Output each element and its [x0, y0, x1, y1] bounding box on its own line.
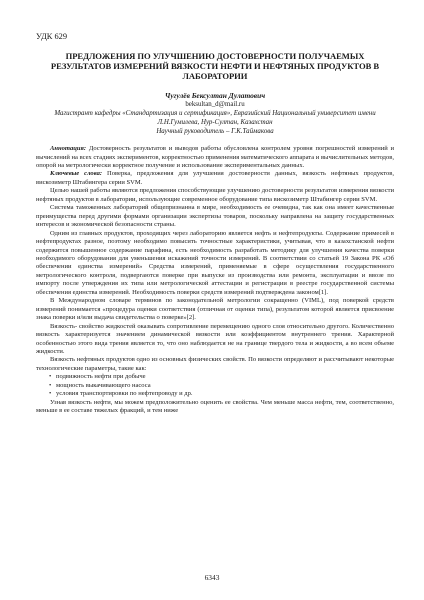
abstract-label: Аннотация:	[50, 145, 87, 153]
abstract	[36, 145, 394, 170]
author-affiliation: Магистрант кафедры «Стандартизация и сертификация», Евразийский Национальный университет имени Л.Н.Гумилева, Нур-Султан, Казахстан	[54, 109, 376, 126]
author-name: Чугулёв Бексултан Дулатович	[164, 90, 266, 100]
body-paragraph: Вязкость нефтяных продуктов одно из основных физических свойств. По вязкости определяют и рассчитывают некоторые технологические параметры, такие как:	[36, 356, 394, 372]
keywords	[36, 170, 394, 187]
parameters-list	[36, 373, 394, 398]
list-item: • мощность выкачивающего насоса	[50, 382, 394, 390]
list-item: • условия транспортировки по нефтепроводу и др.	[50, 390, 394, 398]
author-block	[36, 91, 394, 136]
keywords-label: Ключевые слова:	[50, 170, 103, 178]
body-paragraph: Узнав вязкость нефти, мы можем предположительно оценить ее свойства. Чем меньше масса нефти, тем, соответственно, меньше в ее составе тяжелых фракций, и тем ниже	[36, 398, 394, 415]
body-paragraph: Целью нашей работы являются предложения способствующие улучшению достоверности результатов измерения вязкости нефтяных продуктов в лаборатории, использующие современное оборудование типа вискозиметр Штабингер серии SVM.	[36, 187, 394, 203]
page-number: 6343	[204, 573, 220, 582]
list-item: • подвижность нефти при добыче	[50, 373, 394, 381]
body-paragraph: Вязкость- свойство жидкостей оказывать сопротивление перемещению одного слоя относительно другого. Количественно вязкость характеризуется значением динамической вязкости или коэффициентом внутреннего трения. Характерной особенностью этого вида трения является то, что оно наблюдается не на границе твердого тела и жидкости, а во всем объеме жидкости.	[36, 322, 394, 355]
scientific-supervisor: Научный руководитель – Г.К.Таймакова	[156, 127, 274, 135]
body-paragraph: Система таможенных лабораторий общепризнанна в мире, необходимость ее очевидна, так как она имеет качественные преимущества перед другими формами организации экспертизы товаров, поскольку направлена на защиту государственных интересов и экономической безопасности страны.	[36, 204, 394, 229]
abstract-text: Достоверность результатов и выводов работы обусловлена контролем уровня погрешностей измерений и вычислений на всех стадиях экспериментов, корректностью применения математического аппарата и вычислительных методов, опорой на метрологически корректное получение и использование экспериментальных данных.	[36, 145, 394, 169]
author-email: beksultan_d@mail.ru	[185, 100, 245, 108]
body-paragraph: Одним из главных продуктов, проходящих через лабораторию является нефть и нефтепродукты. Содержание примесей в нефтепродуктах разное, поэтому необходимо повысить точностные характеристики, учитывая, что в казахстанской нефти содержится повышенное содержание парафина, есть необходимость разработать методику для улучшения качества поверки необходимого оборудования для уменьшения искажений точности измерений. В соответствии со статьей 19 Закона РК «Об обеспечении единства измерений» Средства измерений, применяемые в сфере осуществления государственного метрологического контроля, подвергаются поверке при выпуске из производства или ремонта, эксплуатации и ввозе по импорту после утверждения их типа или метрологической аттестации и регистрации в реестре государственной системы обеспечения единства измерений. Необходимость поверки средств измерений подтверждена законом[1].	[36, 229, 394, 296]
body-paragraph: В Международном словаре терминов по законодательной метрологии сокращенно (VIML), под поверкой средств измерений понимается «процедура оценки соответствия (отличная от оценки типа), результатом которой является присвоение знака поверки и/или выдача свидетельства о поверке»[2].	[36, 297, 394, 322]
article-title: ПРЕДЛОЖЕНИЯ ПО УЛУЧШЕНИЮ ДОСТОВЕРНОСТИ ПОЛУЧАЕМЫХ РЕЗУЛЬТАТОВ ИЗМЕРЕНИЙ ВЯЗКОСТИ НЕФТИ И НЕФТЯНЫХ ПРОДУКТОВ В ЛАБОРАТОРИИ	[50, 51, 380, 82]
udc-code: УДК 629	[36, 32, 68, 41]
keywords-text: Поверка, предложения для улучшения достоверности данных, вязкость нефтяных продуктов, вискозиметр Штабингера серии SVM.	[36, 170, 394, 186]
